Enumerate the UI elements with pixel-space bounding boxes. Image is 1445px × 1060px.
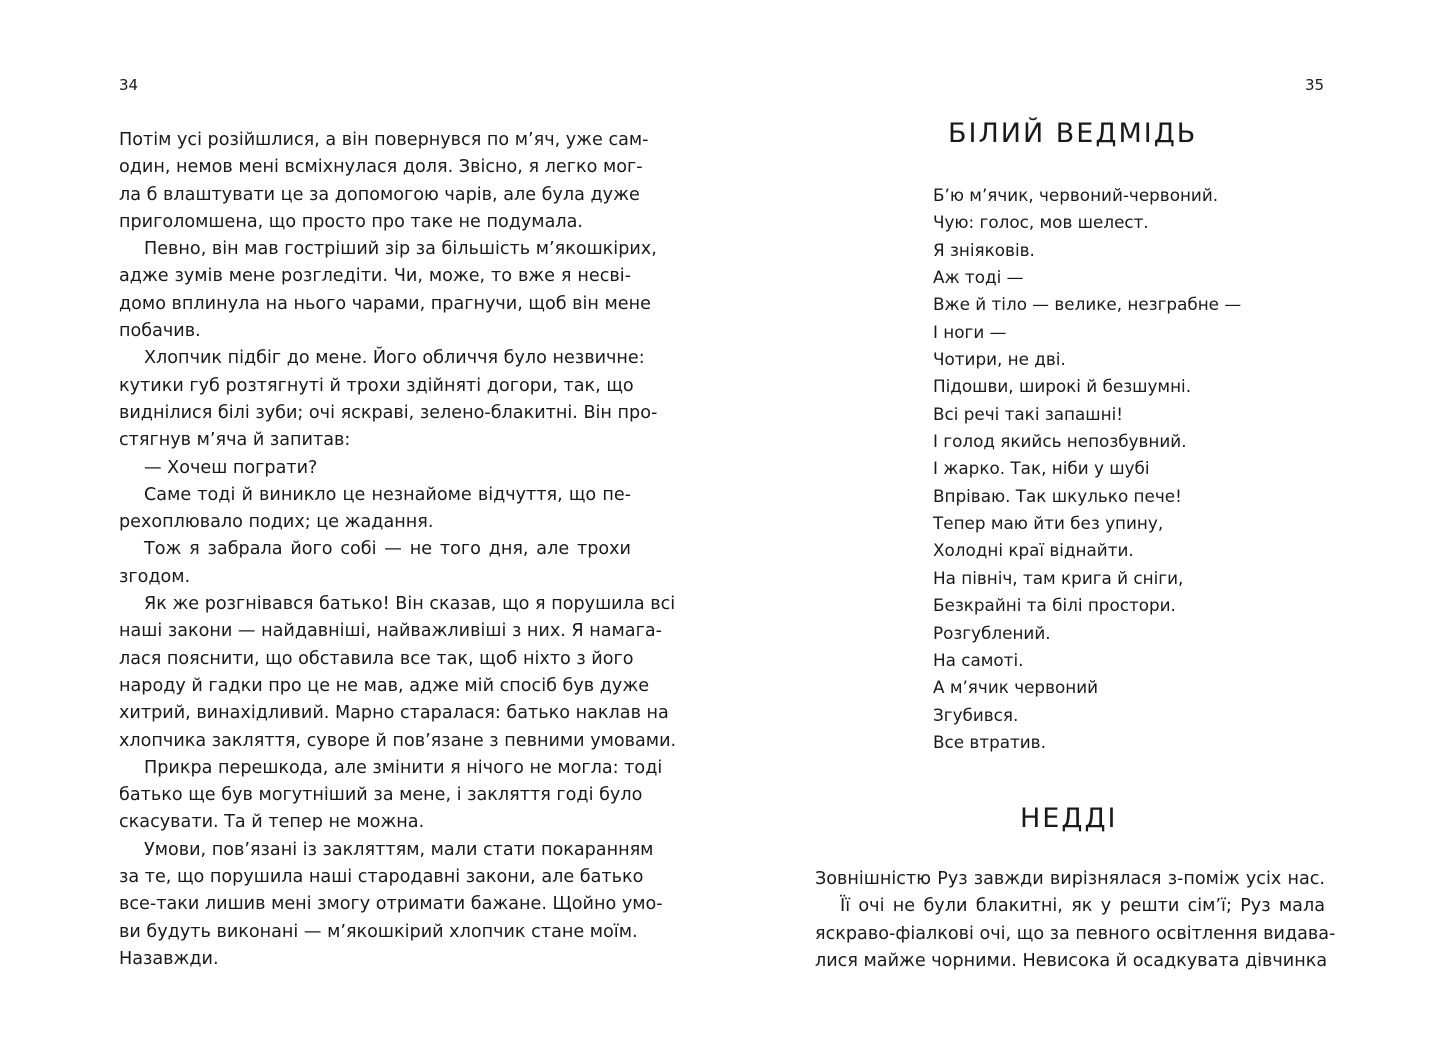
text-line: ви будуть виконані — м’якошкірий хлопчик стане моїм.: [119, 921, 638, 942]
text-line: адже зумів мене розгледіти. Чи, може, то вже я несві-: [119, 266, 631, 287]
text-line: виднілися білі зуби; очі яскраві, зелено-блакитні. Він про-: [119, 402, 658, 423]
poem-line: Згубився.: [933, 704, 1019, 725]
text-line: хлопчика закляття, суворе й пов’язане з певними умовами.: [119, 730, 677, 751]
poem-line: Я зніяковів.: [933, 239, 1035, 260]
poem-line: Всі речі такі запашні!: [933, 403, 1123, 424]
text-line: Певно, він мав гостріший зір за більшість м’якошкірих,: [144, 239, 657, 260]
poem-line: І голод якийсь непозбувний.: [933, 431, 1187, 452]
text-line: рехоплювало подих; це жадання.: [119, 512, 434, 533]
text-line: стягнув м’яча й запитав:: [119, 430, 351, 451]
poem-line: На самоті.: [933, 649, 1024, 670]
text-line: один, немов мені всміхнулася доля. Звісно, я легко мог-: [119, 157, 643, 178]
text-line: народу й гадки про це не мав, адже мій спосіб був дуже: [119, 675, 650, 696]
poem-title: БІЛИЙ ВЕДМІДЬ: [948, 118, 1198, 149]
chapter-title: НЕДДІ: [1020, 803, 1118, 834]
text-line: Умови, пов’язані із закляттям, мали стати покаранням: [144, 839, 654, 860]
poem: [933, 182, 1241, 756]
poem-line: Підошви, широкі й безшумні.: [933, 376, 1192, 397]
text-line: Назавжди.: [119, 948, 219, 969]
text-line: все-таки лишив мені змогу отримати бажане. Щойно умо-: [119, 894, 663, 915]
poem-line: Б’ю м’ячик, червоний-червоний.: [933, 185, 1219, 205]
text-line: лися майже чорними. Невисока й осадкувата дівчинка: [815, 950, 1328, 971]
text-line: приголомшена, що просто про таке не подумала.: [119, 211, 583, 232]
text-line: хитрий, винахідливий. Марно старалася: батько наклав на: [119, 703, 669, 724]
poem-line: Впріваю. Так шкулько пече!: [933, 485, 1182, 506]
right-page-text: [815, 866, 1336, 975]
poem-line: Розгублений.: [933, 622, 1051, 643]
text-line: Її очі не були блакитні, як у решти сім’ї; Руз мала: [840, 896, 1325, 917]
poem-line: Все втратив.: [933, 731, 1046, 752]
text-line: кутики губ розтягнуті й трохи здійняті догори, так, що: [119, 375, 634, 396]
text-line: згодом.: [119, 566, 191, 587]
poem-line: І жарко. Так, ніби у шубі: [933, 458, 1150, 479]
text-line: — Хочеш пограти?: [144, 457, 318, 478]
text-line: Хлопчик підбіг до мене. Його обличчя було незвичне:: [144, 348, 645, 369]
text-line: батько ще був могутніший за мене, і закляття годі було: [119, 785, 643, 806]
poem-line: На північ, там крига й сніги,: [933, 567, 1184, 588]
text-line: домо вплинула на нього чарами, прагнучи, щоб він мене: [119, 293, 651, 314]
text-line: Потім усі розійшлися, а він повернувся по м’яч, уже сам-: [119, 130, 649, 150]
left-page-text: [119, 127, 677, 973]
page-number-left: 34: [119, 76, 139, 94]
text-line: за те, що порушила наші стародавні закони, але батько: [119, 867, 644, 888]
text-line: Тож я забрала його собі — не того дня, але трохи: [144, 539, 631, 560]
text-line: лася пояснити, що обставила все так, щоб ніхто з його: [119, 648, 634, 669]
poem-line: А м’ячик червоний: [933, 677, 1099, 698]
text-line: ла б влаштувати це за допомогою чарів, але була дуже: [119, 184, 640, 205]
text-line: наші закони — найдавніші, найважливіші з них. Я намага-: [119, 621, 662, 642]
poem-line: Вже й тіло — велике, незграбне —: [933, 294, 1242, 315]
text-line: Як же розгнівався батько! Він сказав, що я порушила всі: [144, 594, 676, 615]
poem-line: Холодні краї віднайти.: [933, 540, 1134, 561]
text-line: яскраво-фіалкові очі, що за певного освітлення видава-: [815, 923, 1336, 944]
poem-line: І ноги —: [933, 321, 1007, 342]
poem-line: Аж тоді —: [933, 267, 1024, 288]
poem-line: Безкрайні та білі простори.: [933, 595, 1176, 616]
page-number-right: 35: [1305, 76, 1325, 94]
text-line: скасувати. Та й тепер не можна.: [119, 812, 425, 833]
text-line: Прикра перешкода, але змінити я нічого не могла: тоді: [144, 757, 663, 778]
text-line: побачив.: [119, 321, 201, 342]
text-line: Саме тоді й виникло це незнайоме відчуття, що пе-: [144, 484, 631, 505]
text-line: Зовнішністю Руз завжди вирізнялася з-поміж усіх нас.: [815, 869, 1325, 889]
poem-line: Чую: голос, мов шелест.: [933, 212, 1149, 233]
poem-line: Тепер маю йти без упину,: [933, 513, 1164, 534]
poem-line: Чотири, не дві.: [933, 349, 1066, 370]
